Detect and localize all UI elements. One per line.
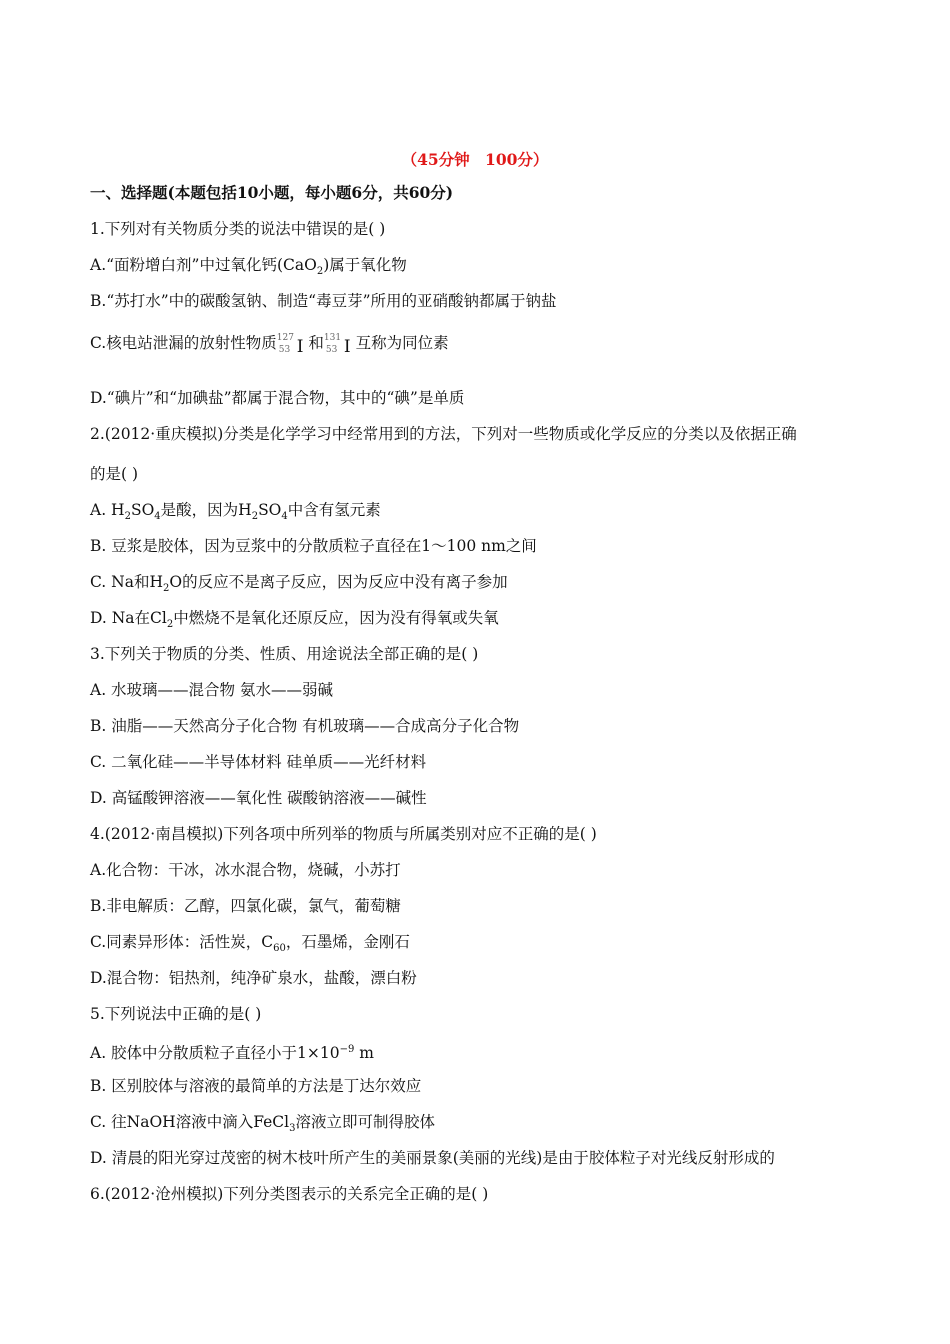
q5-stem: 5.下列说法中正确的是( ) [90, 1005, 262, 1023]
q5-option-d: D. 清晨的阳光穿过茂密的树木枝叶所产生的美丽景象(美丽的光线)是由于胶体粒子对光线反射形成的 [90, 1149, 775, 1167]
q2-stem-line2: 的是( ) [90, 465, 139, 483]
isotope-i131: 131 53 [323, 333, 342, 355]
q3-option-a: A. 水玻璃——混合物 氨水——弱碱 [90, 681, 333, 699]
q4-option-a: A.化合物：干冰，冰水混合物，烧碱，小苏打 [90, 861, 401, 879]
q2-option-c: C. Na和$H_2O$的反应不是离子反应，因为反应中没有离子参加 [90, 573, 508, 595]
q4-option-d: D.混合物：铝热剂，纯净矿泉水，盐酸，漂白粉 [90, 969, 417, 987]
q1-option-a: A.“面粉增白剂”中过氧化钙(CaO$_2$)属于氧化物 [90, 256, 407, 278]
q1-stem: 1.下列对有关物质分类的说法中错误的是( ) [90, 220, 386, 238]
q2-option-b: B. 豆浆是胶体，因为豆浆中的分散质粒子直径在1～100 nm之间 [90, 537, 537, 555]
q5-option-a: A. 胶体中分散质粒子直径小于$1\times 10^{-9}$ m [90, 1044, 374, 1063]
q3-option-d: D. 高锰酸钾溶液——氧化性 碳酸钠溶液——碱性 [90, 789, 427, 807]
q1-option-b: B.“苏打水”中的碳酸氢钠、制造“毒豆芽”所用的亚硝酸钠都属于钠盐 [90, 292, 557, 310]
q4-option-b: B.非电解质：乙醇，四氯化碳，氯气，葡萄糖 [90, 897, 401, 915]
q5-option-b: B. 区别胶体与溶液的最简单的方法是丁达尔效应 [90, 1077, 422, 1095]
q2-option-d: D. Na在$Cl_2$中燃烧不是氧化还原反应，因为没有得氧或失氧 [90, 609, 499, 631]
time-score-header: （45分钟 100分） [401, 150, 549, 169]
q6-stem: 6.(2012·沧州模拟)下列分类图表示的关系完全正确的是( ) [90, 1185, 489, 1203]
q3-option-c: C. 二氧化硅——半导体材料 硅单质——光纤材料 [90, 753, 427, 771]
q3-option-b: B. 油脂——天然高分子化合物 有机玻璃——合成高分子化合物 [90, 717, 520, 735]
isotope-i127: 127 53 [276, 333, 294, 355]
q1-option-c: C.核电站泄漏的放射性物质 127 53 I 和 131 53 I 互称为同位素 [90, 330, 449, 357]
q2-option-a: A. $H_2SO_4$是酸，因为$H_2SO_4$中含有氢元素 [90, 501, 381, 523]
q4-stem: 4.(2012·南昌模拟)下列各项中所列举的物质与所属类别对应不正确的是( ) [90, 825, 597, 843]
q3-stem: 3.下列关于物质的分类、性质、用途说法全部正确的是( ) [90, 645, 479, 663]
q2-stem-line1: 2.(2012·重庆模拟)分类是化学学习中经常用到的方法，下列对一些物质或化学反应的分类以及依据正确 [90, 425, 797, 443]
q1-option-d: D.“碘片”和“加碘盐”都属于混合物，其中的“碘”是单质 [90, 389, 465, 407]
q4-option-c: C.同素异形体：活性炭，$C_{60}$，石墨烯，金刚石 [90, 933, 410, 955]
section-title: 一、选择题(本题包括10小题，每小题6分，共60分) [90, 183, 454, 202]
q5-option-c: C. 往NaOH溶液中滴入FeCl$_3$溶液立即可制得胶体 [90, 1113, 435, 1135]
